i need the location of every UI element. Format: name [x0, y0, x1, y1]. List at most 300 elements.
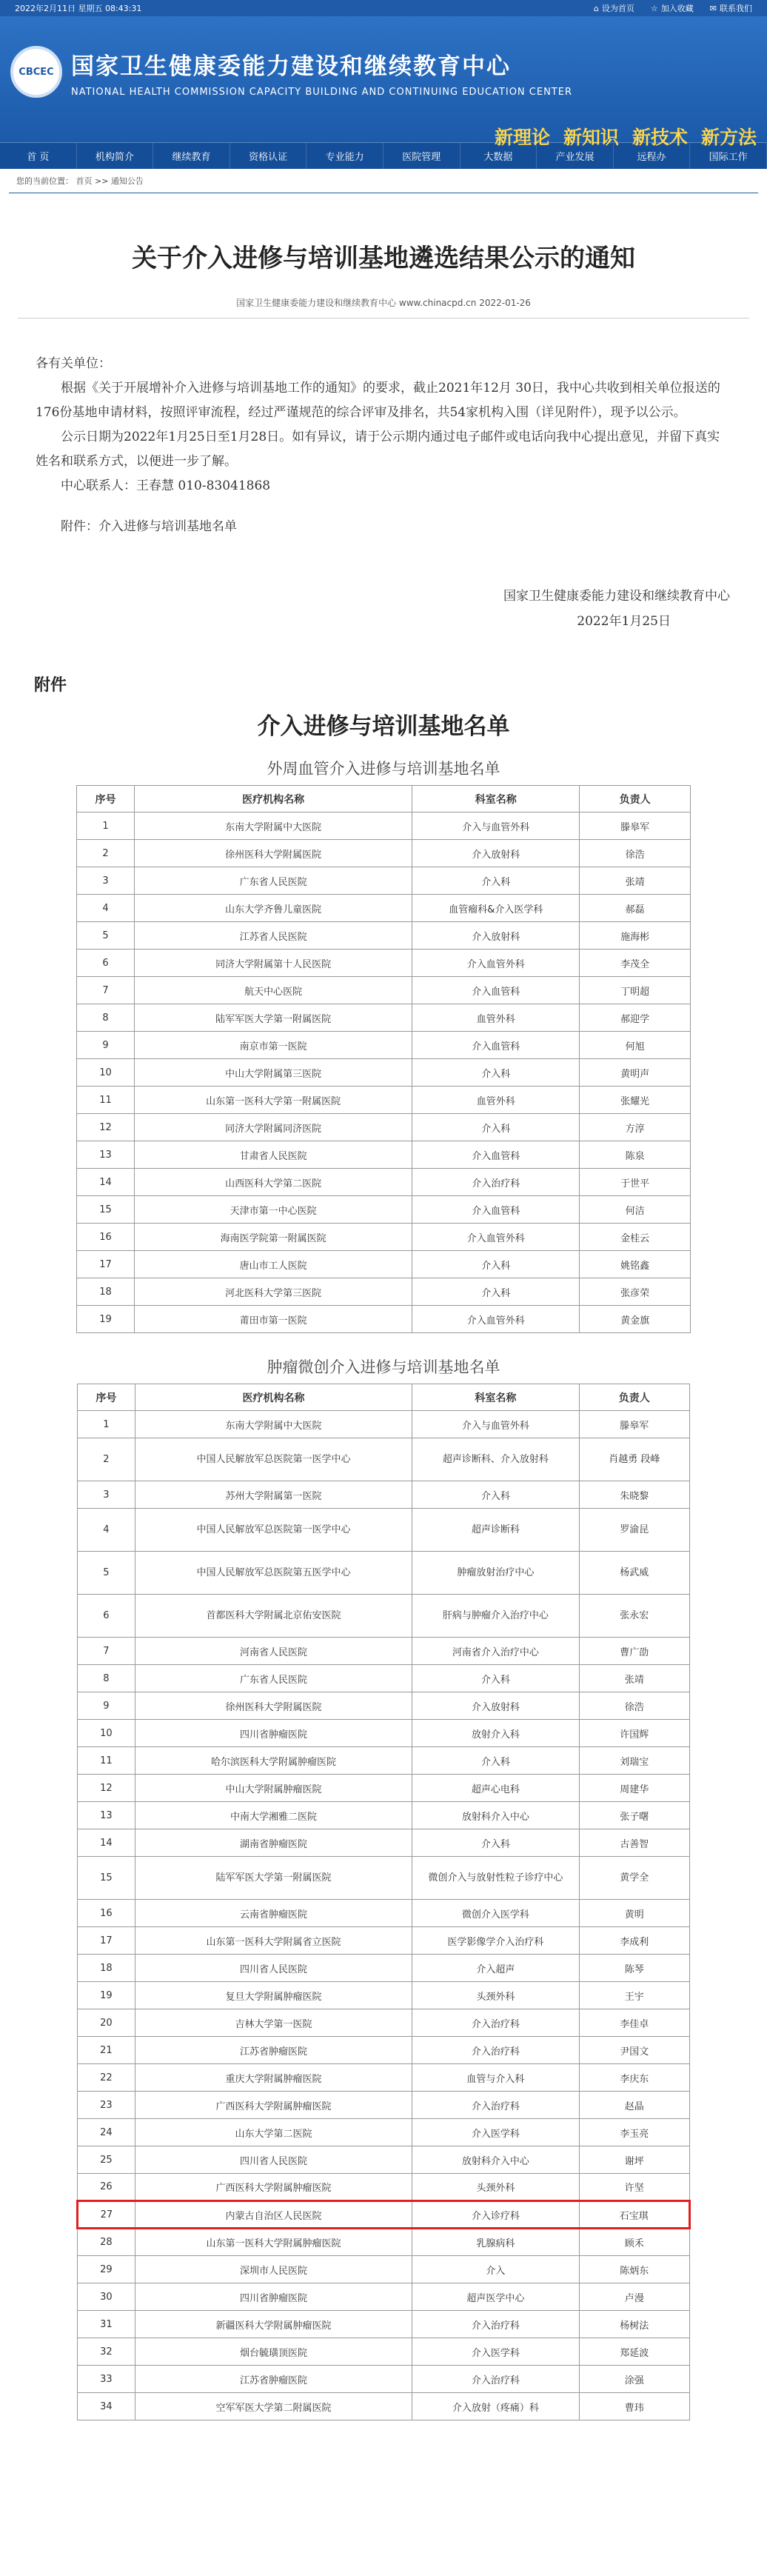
datetime-text: 2022年2月11日 星期五 08:43:31: [15, 4, 142, 13]
director-cell: 李茂全: [580, 950, 691, 977]
director-cell: 刘瑞宝: [579, 1747, 689, 1775]
article-meta: 国家卫生健康委能力建设和继续教育中心 www.chinacpd.cn 2022-01-26: [18, 296, 749, 318]
institution-cell: 山东第一医科大学附属省立医院: [135, 1927, 412, 1955]
row-number-cell: 2: [77, 840, 135, 867]
director-cell: 李成利: [579, 1927, 689, 1955]
institution-cell: 河南省人民医院: [135, 1638, 412, 1665]
institution-cell: 同济大学附属第十人民医院: [134, 950, 412, 977]
table-row: [78, 2283, 690, 2311]
department-cell: 放射介入科: [412, 1720, 579, 1747]
director-cell: 何旭: [580, 1032, 691, 1059]
department-cell: 乳腺病科: [412, 2229, 579, 2256]
department-cell: 介入科: [412, 1829, 579, 1857]
department-cell: 血管外科: [412, 1087, 580, 1114]
institution-cell: 山西医科大学第二医院: [134, 1169, 412, 1196]
department-cell: 介入放射（疼痛）科: [412, 2393, 579, 2420]
institution-cell: 同济大学附属同济医院: [134, 1114, 412, 1141]
director-cell: 黄金旗: [580, 1306, 691, 1333]
table-row: [78, 2256, 690, 2283]
table-row: [77, 1114, 691, 1141]
department-cell: 血管与介入科: [412, 2064, 579, 2092]
department-cell: 超声诊断科、介入放射科: [412, 1438, 579, 1481]
institution-cell: 江苏省肿瘤医院: [135, 2366, 412, 2393]
top-bar: [0, 0, 767, 16]
institution-cell: 重庆大学附属肿瘤医院: [135, 2064, 412, 2092]
institution-cell: 中国人民解放军总医院第一医学中心: [135, 1438, 412, 1481]
table-row: [78, 1509, 690, 1552]
table-row: [78, 1802, 690, 1829]
row-number-cell: 29: [78, 2256, 135, 2283]
header-cell: 序号: [78, 1384, 135, 1411]
department-cell: 介入超声: [412, 1955, 579, 1982]
row-number-cell: 30: [78, 2283, 135, 2311]
row-number-cell: 15: [77, 1196, 135, 1224]
department-cell: 介入放射科: [412, 922, 580, 950]
department-cell: 介入: [412, 2256, 579, 2283]
table-row: [78, 2229, 690, 2256]
institution-cell: 空军军医大学第二附属医院: [135, 2393, 412, 2420]
institution-cell: 苏州大学附属第一医院: [135, 1481, 412, 1509]
row-number-cell: 26: [78, 2174, 135, 2201]
set-homepage-link[interactable]: ⌂ 设为首页: [593, 3, 634, 13]
table-row: [78, 1829, 690, 1857]
row-number-cell: 21: [78, 2037, 135, 2064]
nav-item-about[interactable]: 机构简介: [77, 143, 154, 169]
director-cell: 杨树法: [579, 2311, 689, 2338]
director-cell: 方淳: [580, 1114, 691, 1141]
table-row: [78, 2311, 690, 2338]
slogans: [495, 123, 757, 150]
director-cell: 张子曙: [579, 1802, 689, 1829]
director-cell: 李庆东: [579, 2064, 689, 2092]
department-cell: 介入血管科: [412, 1196, 580, 1224]
table-caption: 肿瘤微创介入进修与培训基地名单: [267, 1358, 500, 1376]
institution-cell: 陆军军医大学第一附属医院: [135, 1857, 412, 1900]
row-number-cell: 2: [78, 1438, 135, 1481]
department-cell: 介入血管科: [412, 1032, 580, 1059]
paragraph: 公示日期为2022年1月25日至1月28日。如有异议，请于公示期内通过电子邮件或电话向我中心提出意见，并留下真实姓名和联系方式，以便进一步了解。: [36, 430, 720, 469]
institution-cell: 内蒙古自治区人民医院: [135, 2201, 412, 2229]
institution-cell: 江苏省人民医院: [134, 922, 412, 950]
table-header-row: [78, 1384, 690, 1411]
table-row: [78, 1857, 690, 1900]
slogan: 新方法: [700, 127, 757, 148]
department-cell: 血管外科: [412, 1004, 580, 1032]
nav-item-industry[interactable]: 产业发展: [537, 143, 614, 169]
row-number-cell: 19: [77, 1306, 135, 1333]
row-number-cell: 27: [78, 2201, 135, 2229]
director-cell: 郝迎学: [580, 1004, 691, 1032]
table-row: [77, 1141, 691, 1169]
table-row: [77, 1169, 691, 1196]
slogan: 新技术: [632, 127, 688, 148]
director-cell: 施海彬: [580, 922, 691, 950]
institution-cell: 天津市第一中心医院: [134, 1196, 412, 1224]
table-row: [78, 1720, 690, 1747]
director-cell: 顾禾: [579, 2229, 689, 2256]
department-cell: 介入医学科: [412, 2119, 579, 2146]
row-number-cell: 6: [77, 950, 135, 977]
nav-item-ability[interactable]: 专业能力: [307, 143, 384, 169]
site-logo[interactable]: CBCEC: [10, 46, 62, 98]
paragraph: 根据《关于开展增补介入进修与培训基地工作的通知》的要求，截止2021年12月 30日，我中心共收到相关单位报送的176份基地申请材料，按照评审流程，经过严谨规范的综合评审及排名，共54家机构入围（详见附件），现予以公示。: [36, 381, 720, 420]
institution-cell: 复旦大学附属肿瘤医院: [135, 1982, 412, 2009]
table-row: [78, 2338, 690, 2366]
department-cell: 介入血管科: [412, 977, 580, 1004]
table-row: [78, 2174, 690, 2201]
department-cell: 介入诊疗科: [412, 2201, 579, 2229]
sign-date: 2022年1月25日: [577, 614, 671, 629]
director-cell: 何洁: [580, 1196, 691, 1224]
table-row: [78, 1665, 690, 1692]
director-cell: 丁明超: [580, 977, 691, 1004]
director-cell: 涂强: [579, 2366, 689, 2393]
institution-cell: 首都医科大学附属北京佑安医院: [135, 1595, 412, 1638]
site-title: 国家卫生健康委能力建设和继续教育中心: [71, 53, 511, 80]
row-number-cell: 17: [78, 1927, 135, 1955]
department-cell: 头颈外科: [412, 2174, 579, 2201]
director-cell: 黄明声: [580, 1059, 691, 1087]
row-number-cell: 13: [77, 1141, 135, 1169]
add-favorite-link[interactable]: ☆ 加入收藏: [650, 3, 694, 13]
site-banner: [0, 16, 767, 148]
director-cell: 陈琴: [579, 1955, 689, 1982]
department-cell: 介入科: [412, 1059, 580, 1087]
institution-cell: 吉林大学第一医院: [135, 2009, 412, 2037]
institution-cell: 中南大学湘雅二医院: [135, 1802, 412, 1829]
institution-cell: 广西医科大学附属肿瘤医院: [135, 2174, 412, 2201]
department-cell: 河南省介入治疗中心: [412, 1638, 579, 1665]
attachment-line: 附件：介入进修与培训基地名单: [61, 519, 237, 534]
row-number-cell: 16: [77, 1224, 135, 1251]
director-cell: 王宇: [579, 1982, 689, 2009]
table-row: [77, 1059, 691, 1087]
breadcrumb[interactable]: 您的当前位置： 首页 >> 通知公告: [9, 169, 758, 193]
table-row: [78, 1411, 690, 1438]
row-number-cell: 14: [78, 1829, 135, 1857]
row-number-cell: 1: [78, 1411, 135, 1438]
row-number-cell: 4: [78, 1509, 135, 1552]
department-cell: 微创介入与放射性粒子诊疗中心: [412, 1857, 579, 1900]
director-cell: 张靖: [579, 1665, 689, 1692]
department-cell: 介入科: [412, 1278, 580, 1306]
table-row: [78, 1638, 690, 1665]
top-links: [594, 2, 752, 14]
nav-item-international[interactable]: 国际工作: [690, 143, 767, 169]
institution-cell: 山东第一医科大学第一附属医院: [134, 1087, 412, 1114]
nav-item-hospital-management[interactable]: 医院管理: [384, 143, 460, 169]
table-row: [77, 1196, 691, 1224]
director-cell: 杨武威: [579, 1552, 689, 1595]
director-cell: 黄学全: [579, 1857, 689, 1900]
row-number-cell: 12: [78, 1775, 135, 1802]
director-cell: 许坚: [579, 2174, 689, 2201]
institution-cell: 深圳市人民医院: [135, 2256, 412, 2283]
department-cell: 医学影像学介入治疗科: [412, 1927, 579, 1955]
department-cell: 介入放射科: [412, 1692, 579, 1720]
institution-cell: 烟台毓璜顶医院: [135, 2338, 412, 2366]
tumor-interventional-table: [76, 1384, 691, 2420]
institution-cell: 中山大学附属肿瘤医院: [135, 1775, 412, 1802]
row-number-cell: 24: [78, 2119, 135, 2146]
table-body: [77, 812, 691, 1333]
table-row: [78, 1552, 690, 1595]
row-number-cell: 19: [78, 1982, 135, 2009]
director-cell: 陈泉: [580, 1141, 691, 1169]
director-cell: 李玉亮: [579, 2119, 689, 2146]
department-cell: 介入治疗科: [412, 2092, 579, 2119]
table-row: [77, 977, 691, 1004]
table-row: [77, 895, 691, 922]
director-cell: 郑延波: [579, 2338, 689, 2366]
department-cell: 超声心电科: [412, 1775, 579, 1802]
row-number-cell: 9: [78, 1692, 135, 1720]
table-row: [78, 2366, 690, 2393]
department-cell: 放射科介入中心: [412, 2146, 579, 2174]
department-cell: 肝病与肿瘤介入治疗中心: [412, 1595, 579, 1638]
row-number-cell: 33: [78, 2366, 135, 2393]
table-row: [77, 1278, 691, 1306]
row-number-cell: 16: [78, 1900, 135, 1927]
table-row: [77, 812, 691, 840]
institution-cell: 新疆医科大学附属肿瘤医院: [135, 2311, 412, 2338]
director-cell: 张永宏: [579, 1595, 689, 1638]
slogan: 新知识: [563, 127, 619, 148]
director-cell: 李佳卓: [579, 2009, 689, 2037]
director-cell: 徐浩: [579, 1692, 689, 1720]
row-number-cell: 7: [78, 1638, 135, 1665]
department-cell: 介入血管外科: [412, 950, 580, 977]
row-number-cell: 31: [78, 2311, 135, 2338]
nav-item-certification[interactable]: 资格认证: [230, 143, 307, 169]
institution-cell: 中山大学附属第三医院: [134, 1059, 412, 1087]
slogan: 新理论: [494, 127, 550, 148]
row-number-cell: 20: [78, 2009, 135, 2037]
table-row: [77, 1032, 691, 1059]
institution-cell: 莆田市第一医院: [134, 1306, 412, 1333]
header-cell: 负责人: [579, 1384, 689, 1411]
table-row: [78, 2009, 690, 2037]
table-row: [78, 2037, 690, 2064]
table-row: [78, 1438, 690, 1481]
institution-cell: 四川省人民医院: [135, 2146, 412, 2174]
director-cell: 黄明: [579, 1900, 689, 1927]
department-cell: 介入放射科: [412, 840, 580, 867]
nav-item-home[interactable]: 首 页: [0, 143, 77, 169]
row-number-cell: 8: [77, 1004, 135, 1032]
row-number-cell: 5: [77, 922, 135, 950]
department-cell: 介入医学科: [412, 2338, 579, 2366]
institution-cell: 四川省肿瘤医院: [135, 1720, 412, 1747]
table-row: [78, 1692, 690, 1720]
table-row: [78, 2201, 690, 2229]
row-number-cell: 25: [78, 2146, 135, 2174]
department-cell: 介入血管外科: [412, 1306, 580, 1333]
institution-cell: 甘肃省人民医院: [134, 1141, 412, 1169]
table-row: [78, 1900, 690, 1927]
department-cell: 头颈外科: [412, 1982, 579, 2009]
department-cell: 介入治疗科: [412, 2366, 579, 2393]
list-title: 介入进修与培训基地名单: [257, 713, 510, 740]
article-title: 关于介入进修与培训基地遴选结果公示的通知: [132, 244, 635, 273]
row-number-cell: 11: [78, 1747, 135, 1775]
director-cell: 周建华: [579, 1775, 689, 1802]
appendix-label: 附件: [34, 676, 67, 695]
nav-item-big-data[interactable]: 大数据: [460, 143, 537, 169]
department-cell: 超声诊断科: [412, 1509, 579, 1552]
row-number-cell: 15: [78, 1857, 135, 1900]
institution-cell: 广东省人民医院: [135, 1665, 412, 1692]
header-cell: 医疗机构名称: [135, 1384, 412, 1411]
table-row: [77, 1004, 691, 1032]
table-row: [77, 867, 691, 895]
institution-cell: 哈尔滨医科大学附属肿瘤医院: [135, 1747, 412, 1775]
director-cell: 古善智: [579, 1829, 689, 1857]
institution-cell: 山东大学齐鲁儿童医院: [134, 895, 412, 922]
department-cell: 放射科介入中心: [412, 1802, 579, 1829]
department-cell: 介入科: [412, 1665, 579, 1692]
row-number-cell: 8: [78, 1665, 135, 1692]
director-cell: 徐浩: [580, 840, 691, 867]
site-subtitle: NATIONAL HEALTH COMMISSION CAPACITY BUILDING AND CONTINUING EDUCATION CENTER: [71, 87, 572, 98]
department-cell: 介入血管科: [412, 1141, 580, 1169]
table-row: [78, 1982, 690, 2009]
institution-cell: 山东大学第二医院: [135, 2119, 412, 2146]
department-cell: 血管瘤科&介入医学科: [412, 895, 580, 922]
row-number-cell: 22: [78, 2064, 135, 2092]
department-cell: 介入科: [412, 1481, 579, 1509]
table-row: [77, 1087, 691, 1114]
institution-cell: 陆军军医大学第一附属医院: [134, 1004, 412, 1032]
row-number-cell: 6: [78, 1595, 135, 1638]
institution-cell: 河北医科大学第三医院: [134, 1278, 412, 1306]
row-number-cell: 14: [77, 1169, 135, 1196]
director-cell: 姚铭鑫: [580, 1251, 691, 1278]
row-number-cell: 12: [77, 1114, 135, 1141]
department-cell: 介入科: [412, 1114, 580, 1141]
director-cell: 朱晓黎: [579, 1481, 689, 1509]
sign-org: 国家卫生健康委能力建设和继续教育中心: [503, 589, 730, 604]
department-cell: 介入与血管外科: [412, 1411, 579, 1438]
table-row: [78, 2064, 690, 2092]
institution-cell: 南京市第一医院: [134, 1032, 412, 1059]
row-number-cell: 23: [78, 2092, 135, 2119]
institution-cell: 唐山市工人医院: [134, 1251, 412, 1278]
table-row: [78, 1747, 690, 1775]
director-cell: 滕皋军: [579, 1411, 689, 1438]
table-body: [78, 1411, 690, 2420]
row-number-cell: 13: [78, 1802, 135, 1829]
director-cell: 金桂云: [580, 1224, 691, 1251]
table-row: [78, 1927, 690, 1955]
nav-item-remote[interactable]: 远程办: [614, 143, 691, 169]
director-cell: 卢漫: [579, 2283, 689, 2311]
table-row: [78, 1595, 690, 1638]
table-row: [77, 1224, 691, 1251]
director-cell: 谢坪: [579, 2146, 689, 2174]
row-number-cell: 3: [77, 867, 135, 895]
table-header-row: [77, 786, 691, 812]
director-cell: 滕皋军: [580, 812, 691, 840]
row-number-cell: 32: [78, 2338, 135, 2366]
table-row: [78, 2119, 690, 2146]
institution-cell: 山东第一医科大学附属肿瘤医院: [135, 2229, 412, 2256]
institution-cell: 航天中心医院: [134, 977, 412, 1004]
director-cell: 于世平: [580, 1169, 691, 1196]
contact-us-link[interactable]: ✉ 联系我们: [709, 3, 752, 13]
table-caption: 外周血管介入进修与培训基地名单: [267, 760, 500, 778]
row-number-cell: 9: [77, 1032, 135, 1059]
row-number-cell: 34: [78, 2393, 135, 2420]
contact-line: 中心联系人：王春慧 010-83041868: [61, 478, 271, 493]
table-row: [77, 1306, 691, 1333]
director-cell: 郝磊: [580, 895, 691, 922]
institution-cell: 中国人民解放军总医院第五医学中心: [135, 1552, 412, 1595]
header-cell: 科室名称: [412, 1384, 579, 1411]
director-cell: 张彦荣: [580, 1278, 691, 1306]
department-cell: 介入与血管外科: [412, 812, 580, 840]
director-cell: 罗渝昆: [579, 1509, 689, 1552]
institution-cell: 四川省肿瘤医院: [135, 2283, 412, 2311]
department-cell: 介入治疗科: [412, 2311, 579, 2338]
header-cell: 科室名称: [412, 786, 580, 812]
institution-cell: 徐州医科大学附属医院: [134, 840, 412, 867]
institution-cell: 四川省人民医院: [135, 1955, 412, 1982]
department-cell: 微创介入医学科: [412, 1900, 579, 1927]
nav-item-education[interactable]: 继续教育: [153, 143, 230, 169]
institution-cell: 广西医科大学附属肿瘤医院: [135, 2092, 412, 2119]
department-cell: 介入治疗科: [412, 2009, 579, 2037]
institution-cell: 中国人民解放军总医院第一医学中心: [135, 1509, 412, 1552]
table-row: [77, 922, 691, 950]
director-cell: 曹广劭: [579, 1638, 689, 1665]
institution-cell: 海南医学院第一附属医院: [134, 1224, 412, 1251]
row-number-cell: 10: [77, 1059, 135, 1087]
department-cell: 介入科: [412, 1747, 579, 1775]
table-row: [78, 2393, 690, 2420]
row-number-cell: 28: [78, 2229, 135, 2256]
row-number-cell: 18: [78, 1955, 135, 1982]
row-number-cell: 3: [78, 1481, 135, 1509]
header-cell: 负责人: [580, 786, 691, 812]
table-row: [77, 840, 691, 867]
row-number-cell: 5: [78, 1552, 135, 1595]
table-row: [77, 950, 691, 977]
department-cell: 肿瘤放射治疗中心: [412, 1552, 579, 1595]
row-number-cell: 18: [77, 1278, 135, 1306]
table-row: [77, 1251, 691, 1278]
institution-cell: 云南省肿瘤医院: [135, 1900, 412, 1927]
director-cell: 许国辉: [579, 1720, 689, 1747]
row-number-cell: 7: [77, 977, 135, 1004]
row-number-cell: 17: [77, 1251, 135, 1278]
institution-cell: 广东省人民医院: [134, 867, 412, 895]
department-cell: 介入科: [412, 1251, 580, 1278]
director-cell: 石宝琪: [579, 2201, 689, 2229]
row-number-cell: 11: [77, 1087, 135, 1114]
row-number-cell: 10: [78, 1720, 135, 1747]
table-row: [78, 1481, 690, 1509]
row-number-cell: 1: [77, 812, 135, 840]
director-cell: 曹玮: [579, 2393, 689, 2420]
row-number-cell: 4: [77, 895, 135, 922]
institution-cell: 湖南省肿瘤医院: [135, 1829, 412, 1857]
institution-cell: 东南大学附属中大医院: [134, 812, 412, 840]
salutation: 各有关单位：: [36, 356, 111, 371]
header-cell: 医疗机构名称: [134, 786, 412, 812]
director-cell: 赵晶: [579, 2092, 689, 2119]
department-cell: 介入科: [412, 867, 580, 895]
